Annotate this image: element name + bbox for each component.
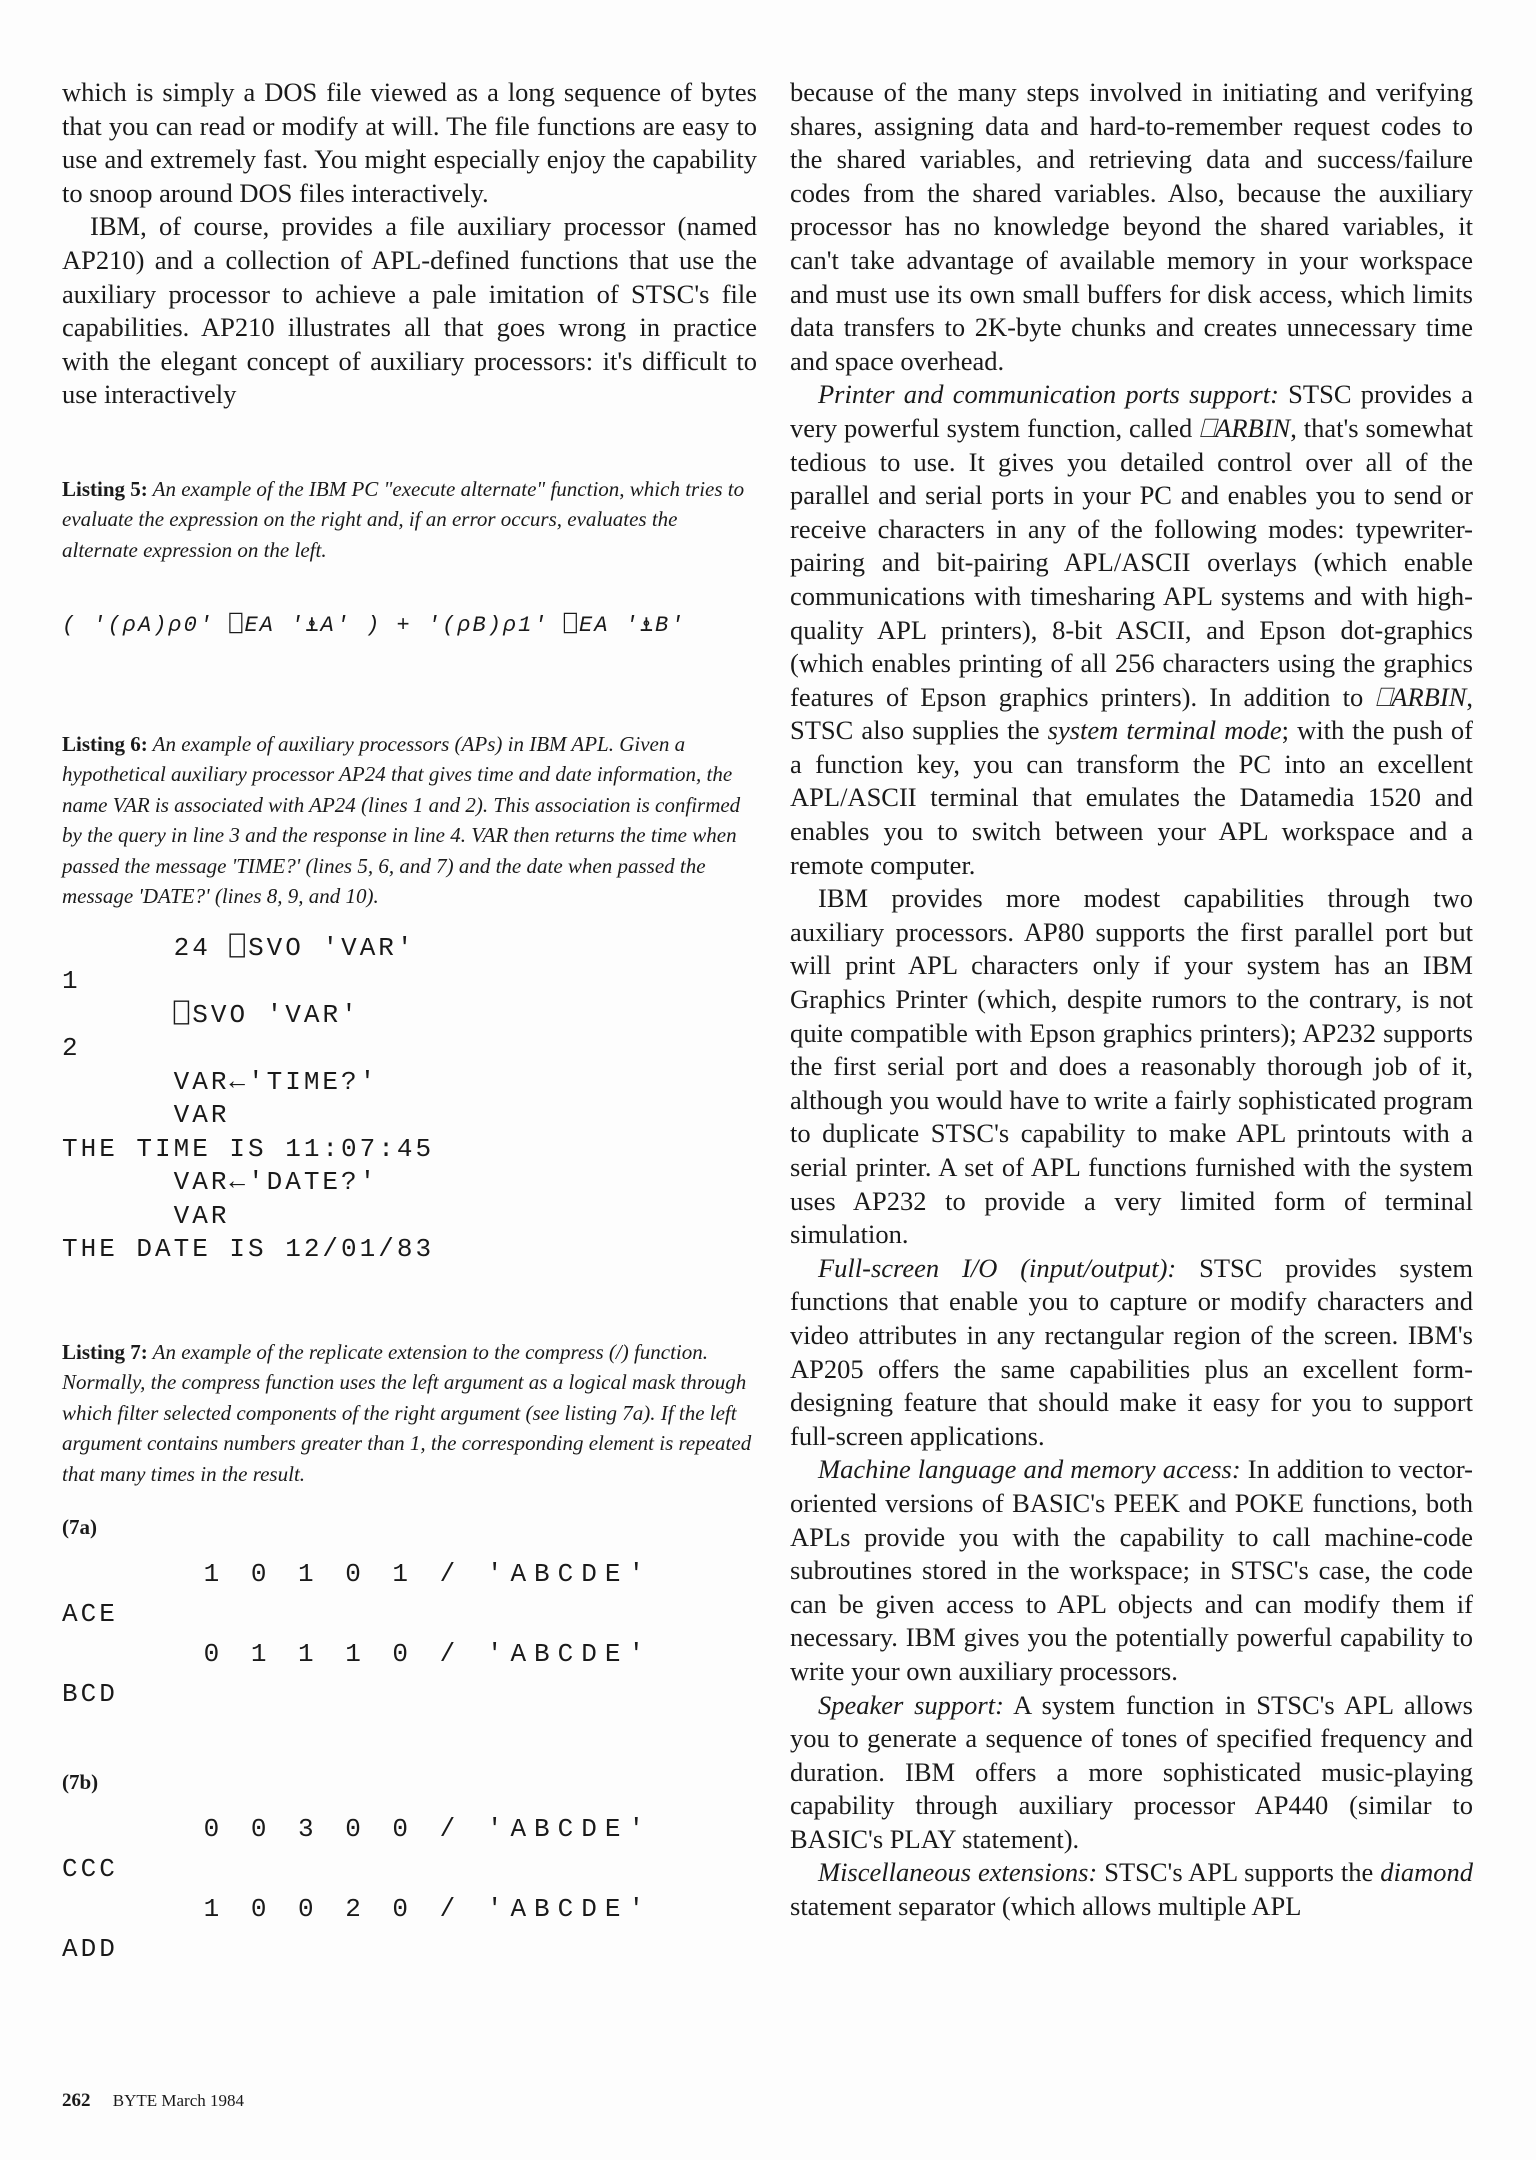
code-line: THE TIME IS 11:07:45 xyxy=(62,1133,435,1164)
listing-label: Listing 5: xyxy=(62,476,148,501)
text: A system function in STSC's APL allows you to generate a sequence of tones of specified frequency and duration. IBM offers a more sophisticated music-playing capability through auxiliary processor AP440 (similar to BASIC's PLAY statement). xyxy=(790,1689,1473,1854)
code-line: ⎕SVO 'VAR' xyxy=(62,999,360,1030)
listing-caption-text: An example of the IBM PC "execute alternate" function, which tries to evaluate the expression on the right and, if an error occurs, evaluates the alternate expression on the left. xyxy=(62,476,745,562)
apl-term: ⎕ARBIN xyxy=(1375,681,1467,712)
run-in-heading: Machine language and memory access: xyxy=(818,1454,1241,1485)
listing-label: Listing 6: xyxy=(62,731,148,756)
code-line: VAR xyxy=(62,1100,230,1131)
right-column xyxy=(790,76,1473,1924)
listing-6 xyxy=(62,729,757,1267)
code-line: 1 0 0 2 0 / 'ABCDE' xyxy=(62,1894,653,1925)
text: In addition to vector-oriented versions of BASIC's PEEK and POKE functions, both APLs provide you with the capability to call machine-code subroutines stored in the workspace; in STSC's case, the code can be given access to APL objects and can modify them if necessary. IBM gives you the potentially powerful capability to write your own auxiliary processors. xyxy=(790,1454,1474,1686)
article-body-right xyxy=(790,76,1473,1924)
paragraph-misc-extensions xyxy=(790,1856,1473,1923)
listing-7 xyxy=(62,1337,757,1970)
listing-caption-text: An example of auxiliary processors (APs) in IBM APL. Given a hypothetical auxiliary processor AP24 that gives time and date information, the name VAR is associated with AP24 (lines 1 and 2). This association is confirmed by the query in line 3 and the response in line 4. VAR then returns the time when passed the message 'TIME?' (lines 5, 6, and 7) and the date when passed the message 'DATE?' (lines 8, 9, and 10). xyxy=(62,731,741,909)
emphasis: system terminal mode xyxy=(1047,715,1282,746)
code-line: 2 xyxy=(62,1033,81,1064)
paragraph-machine-language xyxy=(790,1453,1473,1688)
code-line: 1 xyxy=(62,966,81,997)
listing-code-block-7a xyxy=(62,1554,757,1714)
code-line: ACE xyxy=(62,1599,118,1630)
code-line: 1 0 1 0 1 / 'ABCDE' xyxy=(62,1559,653,1590)
publication-line: BYTE March 1984 xyxy=(112,2091,245,2110)
paragraph: which is simply a DOS file viewed as a long sequence of bytes that you can read or modify at will. The file functions are easy to use and extremely fast. You might especially enjoy the capability to snoop around DOS files interactively. xyxy=(62,77,757,208)
listing-sublabel-7a: (7a) xyxy=(62,1515,97,1540)
listing-code: ( '(ρA)ρ0' ⎕EA '⍎A' ) + '(ρB)ρ1' ⎕EA '⍎B' xyxy=(62,613,686,639)
text: statement separator (which allows multiple APL xyxy=(790,1891,1302,1922)
apl-term: ⎕ARBIN xyxy=(1199,412,1291,443)
code-line: CCC xyxy=(62,1854,118,1885)
listing-label: Listing 7: xyxy=(62,1339,148,1364)
paragraph-speaker-support xyxy=(790,1689,1473,1857)
code-line: ADD xyxy=(62,1934,118,1965)
text: STSC provides a very powerful system function, called xyxy=(790,379,1473,443)
code-line: VAR←'TIME?' xyxy=(62,1066,379,1097)
listing-caption-text: An example of the replicate extension to the compress (/) function. Normally, the compress function uses the left argument as a logical mask through which filter selected components of the right argument (see listing 7a). If the left argument contains numbers greater than 1, the corresponding element is repeated that many times in the result. xyxy=(62,1339,752,1486)
code-line: 24 ⎕SVO 'VAR' xyxy=(62,932,416,963)
run-in-heading: Printer and communication ports support: xyxy=(818,379,1279,410)
paragraph: IBM, of course, provides a file auxiliary processor (named AP210) and a collection of APL-defined functions that use the auxiliary processor to achieve a pale imitation of STSC's file capabilities. AP210 illustrates all that goes wrong in practice with the elegant concept of auxiliary processors: it's difficult to use interactively xyxy=(62,211,757,410)
emphasis: diamond xyxy=(1380,1857,1473,1888)
paragraph: IBM provides more modest capabilities through two auxiliary processors. AP80 supports the first parallel port but will print APL characters only if your system has an IBM Graphics Printer (which, despite rumors to the contrary, is not quite compatible with Epson graphics printers); AP232 supports the first serial port and does a reasonably thorough job of it, although you would have to write a fairly sophisticated program to duplicate STSC's capability to make APL printouts with a serial printer. A set of APL functions furnished with the system uses AP232 to provide a very limited form of terminal simulation. xyxy=(790,883,1473,1250)
paragraph-printer-ports xyxy=(790,378,1473,882)
listing-code-block xyxy=(62,932,757,1267)
listing-caption xyxy=(62,1337,757,1490)
text: , STSC also supplies the xyxy=(790,681,1473,746)
listing-code-block-7b xyxy=(62,1809,757,1969)
text: ; with the push of a function key, you can transform the PC into an excellent APL/ASCII terminal that emulates the Datamedia 1520 and enables you to switch between your APL workspace and a remote computer. xyxy=(790,715,1473,880)
run-in-heading: Full-screen I/O (input/output): xyxy=(818,1252,1177,1283)
listing-caption xyxy=(62,474,757,566)
listing-caption xyxy=(62,729,757,912)
code-line: VAR xyxy=(62,1200,230,1231)
code-line: 0 1 1 1 0 / 'ABCDE' xyxy=(62,1639,653,1670)
left-column xyxy=(62,76,757,1969)
paragraph: because of the many steps involved in initiating and verifying shares, assigning data and hard-to-remember request codes to the shared variables, and retrieving data and success/failure codes from the shared variables. Also, because the auxiliary processor has no knowledge beyond the shared variables, it can't take advantage of available memory in your workspace and must use its own small buffers for disk access, which limits data transfers to 2K-byte chunks and creates unnecessary time and space overhead. xyxy=(790,77,1473,376)
article-body-left xyxy=(62,76,757,412)
text: STSC's APL supports the xyxy=(1097,1857,1381,1888)
code-line: 0 0 3 0 0 / 'ABCDE' xyxy=(62,1814,653,1845)
code-line: THE DATE IS 12/01/83 xyxy=(62,1234,435,1265)
run-in-heading: Miscellaneous extensions: xyxy=(818,1857,1098,1888)
text: , that's somewhat tedious to use. It gives you detailed control over all of the parallel and serial ports in your PC and enables you to send or receive characters in any of the following modes: typewriter-pairing and bit-pairing APL/ASCII overlays (which enable communications with timesharing APL systems and with high-quality APL printers), 8-bit ASCII, and Epson dot-graphics (which enables printing of all 256 characters using the graphics features of Epson graphics printers). In addition to xyxy=(790,412,1473,712)
code-line: VAR←'DATE?' xyxy=(62,1167,379,1198)
page-footer xyxy=(62,2090,244,2112)
listing-sublabel-7b: (7b) xyxy=(62,1770,99,1795)
text: STSC provides system functions that enable you to capture or modify characters and video attributes in any rectangular region of the screen. IBM's AP205 offers the same capabilities plus an excellent form-designing feature that should make it easy for you to support full-screen applications. xyxy=(790,1252,1473,1451)
paragraph-full-screen-io xyxy=(790,1252,1473,1454)
listing-5 xyxy=(62,474,757,643)
code-line: BCD xyxy=(62,1679,118,1710)
run-in-heading: Speaker support: xyxy=(818,1689,1004,1720)
page-number: 262 xyxy=(62,2090,91,2111)
